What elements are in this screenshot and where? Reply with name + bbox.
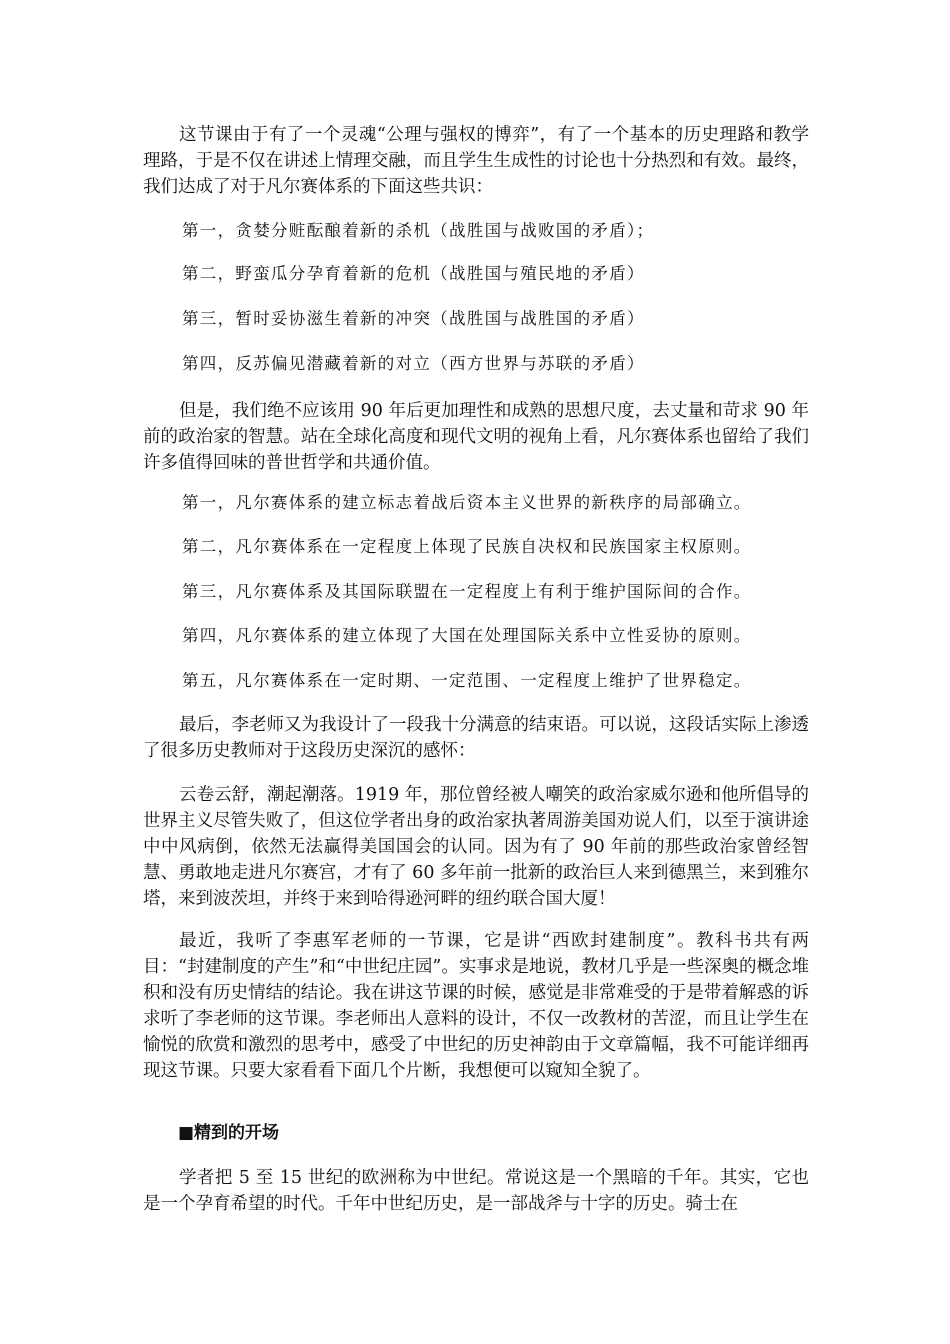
consensus-item-1: 第一，贪婪分赃酝酿着新的杀机（战胜国与战败国的矛盾）； <box>182 221 655 240</box>
paragraph-second-lesson: 最近，我听了李惠军老师的一节课，它是讲“西欧封建制度”。教科书共有两目：“封建制度的产生”和“中世纪庄园”。实事求是地说，教材几乎是一些深奥的概念堆积和没有历史情结的结论。我在讲这节课的时候，感觉是非常难受的于是带着解惑的诉求听了李老师的这节课。李老师出人意料的设计，不仅一改教材的苦涩，而且让学生在愉悦的欣赏和激烈的思考中，感受了中世纪的历史神韵由于文章篇幅，我不可能详细再现这节课。只要大家看看下面几个片断，我想便可以窥知全貌了。 <box>143 931 809 1081</box>
paragraph-transition: 但是，我们绝不应该用 90 年后更加理性和成熟的思想尺度，去丈量和苛求 90 年前的政治家的智慧。站在全球化高度和现代文明的视角上看，凡尔赛体系也留给了我们许多值得回味的普世哲学和共通价值。 <box>143 401 809 473</box>
section-heading: ■精到的开场 <box>178 1123 280 1143</box>
value-item-3: 第三，凡尔赛体系及其国际联盟在一定程度上有利于维护国际间的合作。 <box>182 582 752 601</box>
paragraph-opening: 学者把 5 至 15 世纪的欧洲称为中世纪。常说这是一个黑暗的千年。其实，它也是一个孕育希望的时代。千年中世纪历史，是一部战斧与十字的历史。骑士在 <box>143 1168 809 1214</box>
value-item-1: 第一，凡尔赛体系的建立标志着战后资本主义世界的新秩序的局部确立。 <box>182 493 752 512</box>
consensus-item-3: 第三，暂时妥协滋生着新的冲突（战胜国与战胜国的矛盾） <box>182 309 645 328</box>
value-item-5: 第五，凡尔赛体系在一定时期、一定范围、一定程度上维护了世界稳定。 <box>182 671 752 690</box>
paragraph-closing-intro: 最后，李老师又为我设计了一段我十分满意的结束语。可以说，这段话实际上渗透了很多历史教师对于这段历史深沉的感怀： <box>143 715 809 761</box>
consensus-item-2: 第二，野蛮瓜分孕育着新的危机（战胜国与殖民地的矛盾） <box>182 264 645 283</box>
value-item-2: 第二，凡尔赛体系在一定程度上体现了民族自决权和民族国家主权原则。 <box>182 537 752 556</box>
value-item-4: 第四，凡尔赛体系的建立体现了大国在处理国际关系中立性妥协的原则。 <box>182 626 752 645</box>
paragraph-intro: 这节课由于有了一个灵魂“公理与强权的博弈”，有了一个基本的历史理路和教学理路，于是不仅在讲述上情理交融，而且学生生成性的讨论也十分热烈和有效。最终，我们达成了对于凡尔赛体系的下面这些共识： <box>143 125 809 197</box>
paragraph-closing-quote: 云卷云舒，潮起潮落。1919 年，那位曾经被人嘲笑的政治家威尔逊和他所倡导的世界主义尽管失败了，但这位学者出身的政治家执著周游美国劝说人们，以至于演讲途中中风病倒，依然无法赢得美国国会的认同。因为有了 90 年前的那些政治家曾经智慧、勇敢地走进凡尔赛宫，才有了 60 多年前一批新的政治巨人来到德黑兰，来到雅尔塔，来到波茨坦，并终于来到哈得逊河畔的纽约联合国大厦！ <box>143 785 809 909</box>
consensus-item-4: 第四，反苏偏见潜藏着新的对立（西方世界与苏联的矛盾） <box>182 354 645 373</box>
